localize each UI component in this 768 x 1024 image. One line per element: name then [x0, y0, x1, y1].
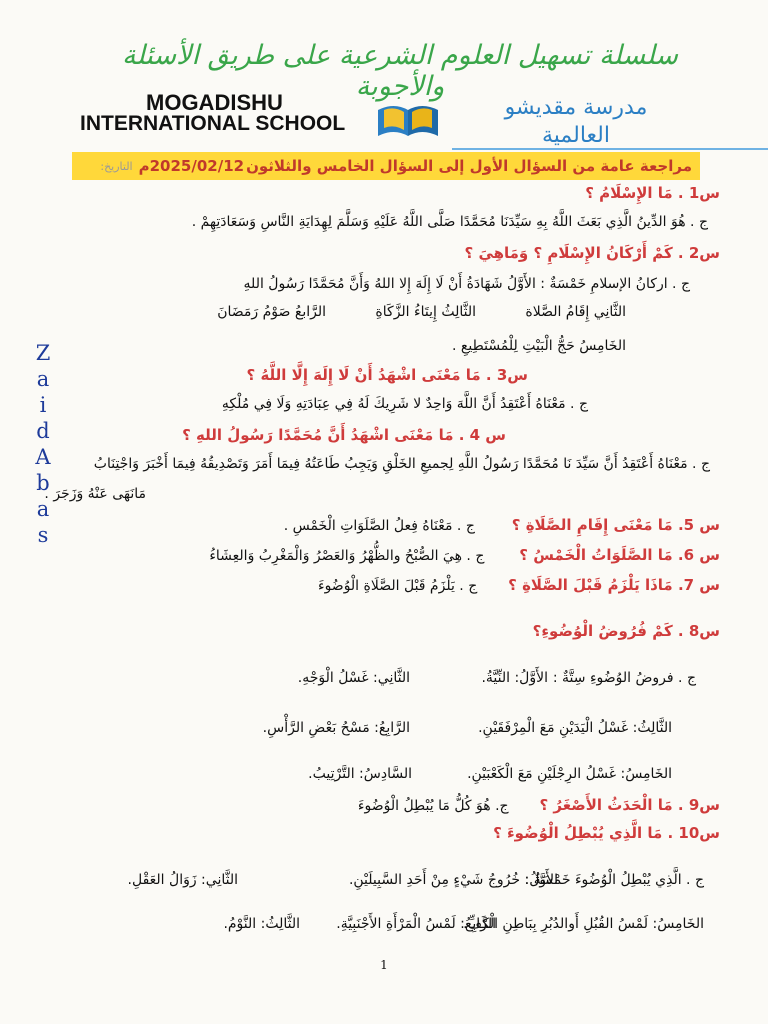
question-6: س 6. مَا الصَّلَوَاتُ الْخَمْسُ ؟ [519, 546, 720, 564]
side-letter: b [36, 471, 50, 495]
wudu-fard-4: الرَّابِعُ: مَسْحُ بَعْضِ الرَّأْسِ. [262, 720, 410, 736]
answer-10-line-2 [223, 916, 704, 932]
answer-4-line-2: مَانَهَى عَنْهُ وَزَجَرَ . [44, 486, 146, 502]
question-10: س10 . مَا الَّذِي يُبْطِلُ الْوُضُوءَ ؟ [493, 824, 720, 842]
pillar-5: الخَامِسُ حَجُّ الْبَيْتِ لِلْمُسْتَطِيعِ . [452, 338, 626, 354]
review-date-label: التاريخ: [100, 159, 133, 173]
question-3: س3 . مَا مَعْنَى اشْهَدُ أَنْ لَا إِلَهَ إِلَّا اللَّهُ ؟ [246, 366, 528, 384]
answer-2-line-1: ج . اركانُ الإسلامِ خَمْسَةٌ : الأَوَّلُ شَهَادَةُ أَنْ لَا إِلَهَ إِلا اللهُ وَأَنَّ مُحَمَّدًا رَسُولُ اللهِ [243, 276, 690, 292]
side-letter: a [36, 367, 50, 391]
answer-7: ج . يَلْزَمُ قَبْلَ الصَّلَاةِ الْوُضُوءَ [317, 578, 478, 594]
side-letter: a [36, 497, 50, 521]
review-banner [72, 152, 700, 180]
vertical-author-name [32, 340, 54, 548]
pillar-4: الرَّابعُ صَوْمُ رَمَضَانَ [217, 304, 326, 320]
answer-10-line-1 [128, 872, 704, 888]
nullifier-5: الخَامِسُ: لَمْسُ القُبُلِ أَوالدُبُرِ بِبَاطِنِ الْكَفِّ. [463, 916, 704, 932]
school-name-arabic [452, 94, 700, 150]
school-name-english [80, 92, 345, 134]
wudu-fard-1: الأَوَّلُ: النِّيَّةُ. [481, 670, 548, 686]
question-4: س 4 . مَا مَعْنَى اشْهَدُ أَنَّ مُحَمَّدًا رَسُولُ اللهِ ؟ [182, 426, 506, 444]
pillar-2: الثَّانِي إِقَامُ الصَّلاة [525, 304, 626, 320]
wudu-fard-2: الثَّانِي: غَسْلُ الْوَجْهِ. [297, 670, 410, 686]
answer-1: ج . هُوَ الدِّينُ الَّذِي بَعَثَ اللَّهُ بِهِ سَيِّدَنَا مُحَمَّدًا صَلَّى اللَّهُ عَلَيْهِ وَسَلَّمَ لِهِدَايَةِ النَّاسِ وَسَعَادَتِهِمْ . [191, 214, 708, 230]
qa-row-5 [284, 516, 720, 534]
answer-4-line-1: ج . مَعْنَاهُ أَعْتَقِدُ أَنَّ سَيِّدَ نَا مُحَمَّدًا رَسُولُ اللَّهِ لِجميعِ الخَلْقِ وَيَجِبُ طَاعَتُهُ فِيمَا أَمَرَ وَتَصْدِيقُهُ فِيمَا أَخْبَرَ وَاجْتِنَابُ [93, 456, 710, 472]
side-letter: d [36, 419, 50, 443]
series-title: سلسلة تسهيل العلوم الشرعية على طريق الأسئلة والأجوبة [121, 40, 679, 102]
question-8: س8 . كَمْ فُرُوضُ الْوُضُوءِ؟ [532, 622, 720, 640]
nullifier-3: الثَّالِثُ: النَّوْمُ. [223, 916, 300, 932]
open-book-icon [374, 96, 442, 140]
wudu-fard-5: الخَامِسُ: غَسْلُ الرِجْلَيْنِ مَعَ الْكَعْبَيْنِ. [467, 766, 672, 782]
school-name-en-line2: INTERNATIONAL SCHOOL [80, 112, 346, 135]
nullifier-2: الثَّانِي: زَوَالُ العَقْلِ. [127, 872, 238, 888]
nullifier-1: الأَوَّلُ: خُرُوجُ شَيْءٍ مِنْ أَحَدِ السَّبِيلَيْنِ. [348, 872, 558, 888]
school-header [80, 92, 700, 154]
answer-2-line-2 [217, 304, 626, 320]
question-9: س9 . مَا الْحَدَثُ الأَصْغَرُ ؟ [539, 796, 720, 814]
header-divider [452, 148, 768, 150]
pillar-3: الثَّالِثُ إِيتَاءُ الزَّكَاةِ [375, 304, 476, 320]
answer-5: ج . مَعْنَاهُ فِعلُ الصَّلَوَاتِ الْخَمْسِ . [283, 518, 475, 534]
answer-8-line-1 [298, 670, 696, 686]
qa-row-7 [318, 576, 720, 594]
wudu-fard-6: السَّادِسُ: التَّرْتِيبُ. [308, 766, 412, 782]
question-5: س 5. مَا مَعْنَى إِقَامِ الصَّلَاةِ ؟ [511, 516, 720, 534]
wudu-fard-3: الثَّالِثُ: غَسْلُ الْيَدَيْنِ مَعَ الْمِرْفَقَيْنِ. [478, 720, 672, 736]
school-name-ar-line1: مدرسة مقديشو [504, 95, 648, 120]
side-letter: A [35, 445, 51, 469]
school-name-en-line1: MOGADISHU [146, 90, 283, 115]
answer-8-line-3 [308, 766, 672, 782]
side-letter: i [39, 393, 47, 417]
question-7: س 7. مَاذَا يَلْزَمُ قَبْلَ الصَّلَاةِ ؟ [508, 576, 720, 594]
answer-6: ج . هِيَ الصُّبْحُ والظُّهْرُ وَالعَصْرُ وَالْمَغْرِبُ وَالعِشَاءُ [209, 548, 485, 564]
nullifier-intro: ج . الَّذِي يُبْطِلُ الْوُضُوءَ خَمْسَةٌ : [524, 872, 704, 888]
school-name-ar-line2: العالمية [542, 123, 610, 148]
answer-9: ج. هُوَ كُلُّ مَا يُبْطِلُ الْوُضُوءَ [357, 798, 509, 814]
answer-3: ج . مَعْنَاهُ أَعْتَقِدُ أَنَّ اللَّهَ وَاحِدٌ لا شَرِيكَ لَهُ فِي عِبَادَتِهِ وَلَا فِي مُلْكِهِ [221, 396, 588, 412]
qa-row-6 [209, 546, 720, 564]
qa-row-9 [358, 796, 720, 814]
nullifier-4: الرَّابِعُ: لَمْسُ الْمَرْأَةِ الأَجْنَبِيَّةِ. [336, 916, 496, 932]
side-letter: Z [35, 341, 51, 365]
review-topic: مراجعة عامة من السؤال الأول إلى السؤال الخامس والثلاثون [246, 157, 692, 175]
question-2: س2 . كَمْ أَرْكَانُ الإِسْلَامِ ؟ وَمَاهِيَ ؟ [464, 244, 720, 262]
question-1: س1 . مَا الإِسْلَامُ ؟ [585, 184, 720, 202]
wudu-fard-intro: ج . فروضُ الوُضُوءِ سِتَّةٌ : [552, 670, 696, 686]
review-date: 2025/02/12م [138, 157, 245, 175]
side-letter: s [37, 523, 49, 547]
answer-8-line-2 [263, 720, 672, 736]
page-number: 1 [380, 958, 388, 972]
